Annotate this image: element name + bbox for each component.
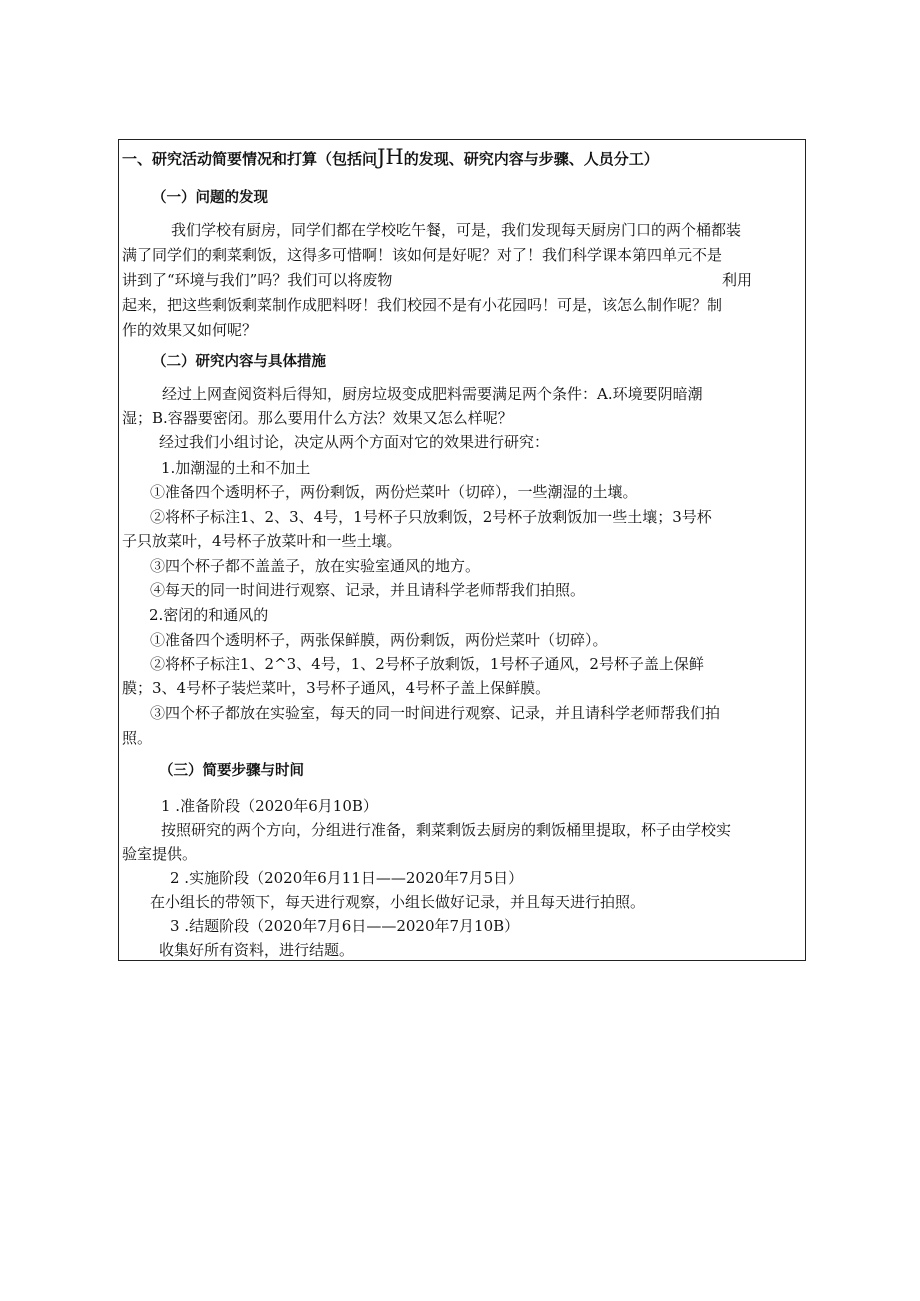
section3-line-3: 验室提供。 [122,845,198,863]
section3-line-4: 2 .实施阶段（2020年6月11日——2020年7月5日） [170,869,524,887]
main-heading-part1: 一、研究活动简要情况和打算（包括问 [122,150,378,168]
section2-line-5: ①准备四个透明杯子，两份剩饭，两份烂菜叶（切碎），一些潮湿的土壤。 [150,483,638,501]
main-heading-part3: 的发现、研究内容与步骤、人员分工） [403,150,659,168]
section2-line-2: 湿；B.容器要密闭。那么要用什么方法？效果又怎么样呢？ [122,409,513,427]
section1-line-3: 讲到了“环境与我们”吗？我们可以将废物 [122,271,393,289]
section2-line-9: ④每天的同一时间进行观察、记录，并且请科学老师帮我们拍照。 [150,581,586,599]
section1-line-2: 满了同学们的剩菜剩饭，这得多可惜啊！该如何是好呢？对了！我们科学课本第四单元不是 [122,246,723,264]
section2-line-14: ③四个杯子都放在实验室，每天的同一时间进行观察、记录，并且请科学老师帮我们拍 [150,704,721,722]
main-heading [122,145,659,171]
main-heading-part2: JH [377,145,404,169]
section2-line-7: 子只放菜叶，4号杯子放菜叶和一些土壤。 [122,532,402,550]
section2-line-11: ①准备四个透明杯子，两张保鲜膜，两份剩饭，两份烂菜叶（切碎）。 [150,631,608,649]
section3-title: （三）简要步骤与时间 [159,763,304,779]
report-table-cell [118,139,806,961]
section3-line-2: 按照研究的两个方向，分组进行准备，剩菜剩饭去厨房的剩饭桶里提取，杯子由学校实 [161,821,732,839]
section2-line-10: 2.密闭的和通风的 [149,606,269,624]
section2-line-6: ②将杯子标注1、2、3、4号，1号杯子只放剩饭，2号杯子放剩饭加一些土壤；3号杯 [150,508,712,526]
section2-line-1: 经过上网查阅资料后得知，厨房垃圾变成肥料需要满足两个条件：A.环境要阴暗潮 [162,385,703,403]
section2-line-15: 照。 [122,729,153,747]
section3-line-1: 1 .准备阶段（2020年6月10B） [161,797,378,815]
section3-line-6: 3 .结题阶段（2020年7月6日——2020年7月10B） [170,917,520,935]
section3-line-5: 在小组长的带领下，每天进行观察，小组长做好记录，并且每天进行拍照。 [150,893,646,911]
section3-line-7: 收集好所有资料，进行结题。 [159,941,355,959]
section1-line-3-tail: 利用 [722,271,753,289]
section2-line-3: 经过我们小组讨论，决定从两个方面对它的效果进行研究： [159,433,550,451]
section2-line-12: ②将杯子标注1、2^3、4号，1、2号杯子放剩饭，1号杯子通风，2号杯子盖上保鲜 [150,655,704,673]
section1-line-4: 起来，把这些剩饭剩菜制作成肥料呀！我们校园不是有小花园吗！可是，该怎么制作呢？制 [122,296,723,314]
section2-line-13: 膜；3、4号杯子装烂菜叶，3号杯子通风，4号杯子盖上保鲜膜。 [122,679,551,697]
section2-line-8: ③四个杯子都不盖盖子，放在实验室通风的地方。 [150,557,481,575]
section1-line-5: 作的效果又如何呢？ [122,321,258,339]
section2-title: （二）研究内容与具体措施 [152,354,326,370]
section1-title: （一）问题的发现 [152,190,268,206]
section1-line-1: 我们学校有厨房，同学们都在学校吃午餐，可是，我们发现每天厨房门口的两个桶都装 [171,221,742,239]
section2-line-4: 1.加潮湿的土和不加土 [161,459,311,477]
